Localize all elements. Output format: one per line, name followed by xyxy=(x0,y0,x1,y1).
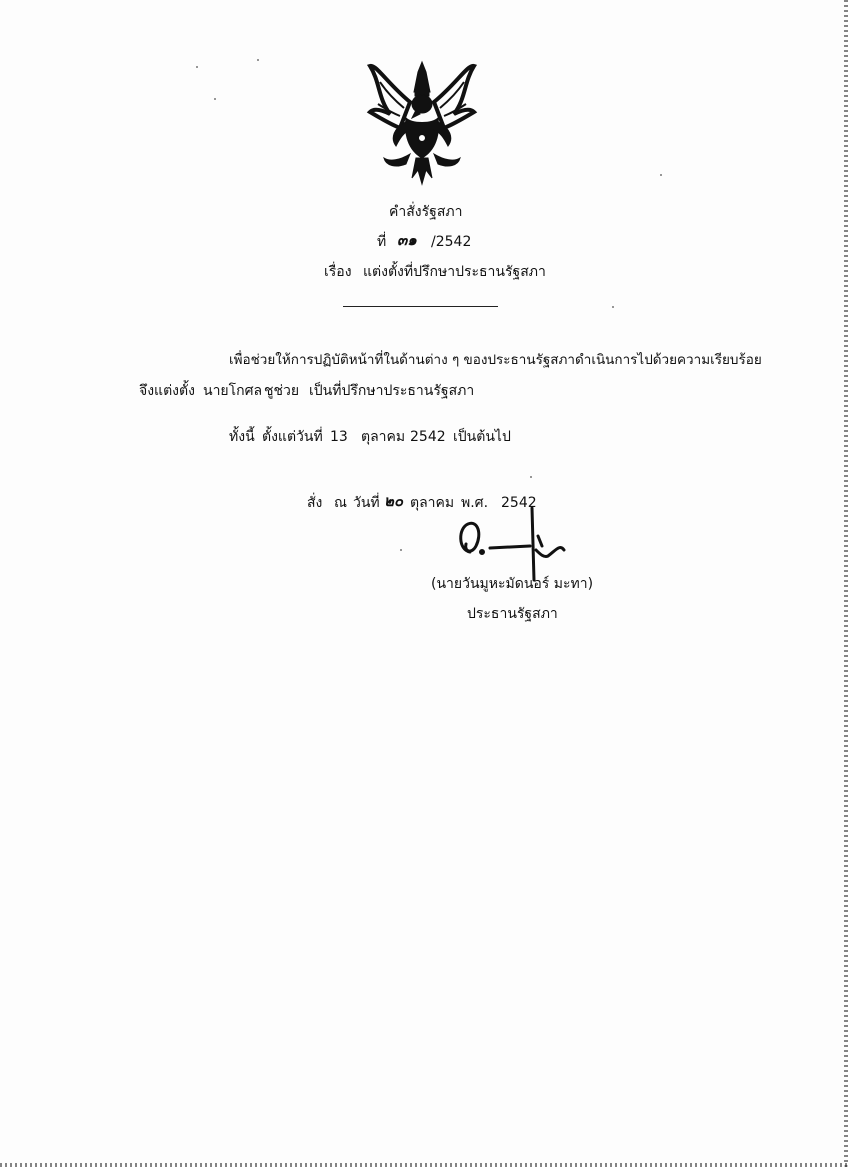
scan-edge-right xyxy=(844,0,848,1167)
garuda-emblem-icon xyxy=(360,58,485,188)
order-number-year: /2542 xyxy=(431,234,472,250)
scan-speck xyxy=(660,174,662,176)
scan-edge-bottom xyxy=(0,1163,848,1167)
effective-prefix: ทั้งนี้ xyxy=(229,429,255,445)
order-date-era: พ.ศ. xyxy=(461,495,489,511)
body-line-2-appoint: จึงแต่งตั้ง xyxy=(139,383,195,399)
appointee-last-name: ชูช่วย xyxy=(264,383,300,399)
effective-year: 2542 xyxy=(410,429,446,445)
order-number-prefix: ที่ xyxy=(377,234,387,250)
effective-month: ตุลาคม xyxy=(361,429,406,445)
scan-speck xyxy=(530,476,532,478)
effective-day: 13 xyxy=(330,429,348,445)
order-date-given: สั่ง xyxy=(307,495,323,511)
subject-text: แต่งตั้งที่ปรึกษาประธานรัฐสภา xyxy=(363,264,546,280)
effective-suffix: เป็นต้นไป xyxy=(453,429,511,445)
scan-speck xyxy=(196,66,198,68)
order-date-at: ณ xyxy=(334,495,347,511)
order-date-day-label: วันที่ xyxy=(353,495,380,511)
order-date-year: 2542 xyxy=(501,495,537,511)
subject-label: เรื่อง xyxy=(324,264,352,280)
effective-from-label: ตั้งแต่วันที่ xyxy=(262,429,323,445)
scan-speck xyxy=(257,59,259,61)
order-number-handwritten: ๓๑ xyxy=(397,231,417,249)
scan-speck xyxy=(214,98,216,100)
signatory-name: (นายวันมูหะมัดนอร์ มะทา) xyxy=(431,576,594,592)
scan-speck xyxy=(612,306,614,308)
signatory-position: ประธานรัฐสภา xyxy=(467,606,558,622)
scan-speck xyxy=(400,549,402,551)
appointee-first-name: นายโกศล xyxy=(203,383,263,399)
document-title: คำสั่งรัฐสภา xyxy=(389,204,463,220)
body-line-1: เพื่อช่วยให้การปฏิบัติหน้าที่ในด้านต่าง ๆ ของประธานรัฐสภาดำเนินการไปด้วยความเรียบร้อย xyxy=(229,352,762,368)
order-date-day-handwritten: ๒๐ xyxy=(384,492,404,510)
order-date-month: ตุลาคม xyxy=(410,495,455,511)
header-divider xyxy=(343,306,498,307)
appointee-position: เป็นที่ปรึกษาประธานรัฐสภา xyxy=(309,383,475,399)
